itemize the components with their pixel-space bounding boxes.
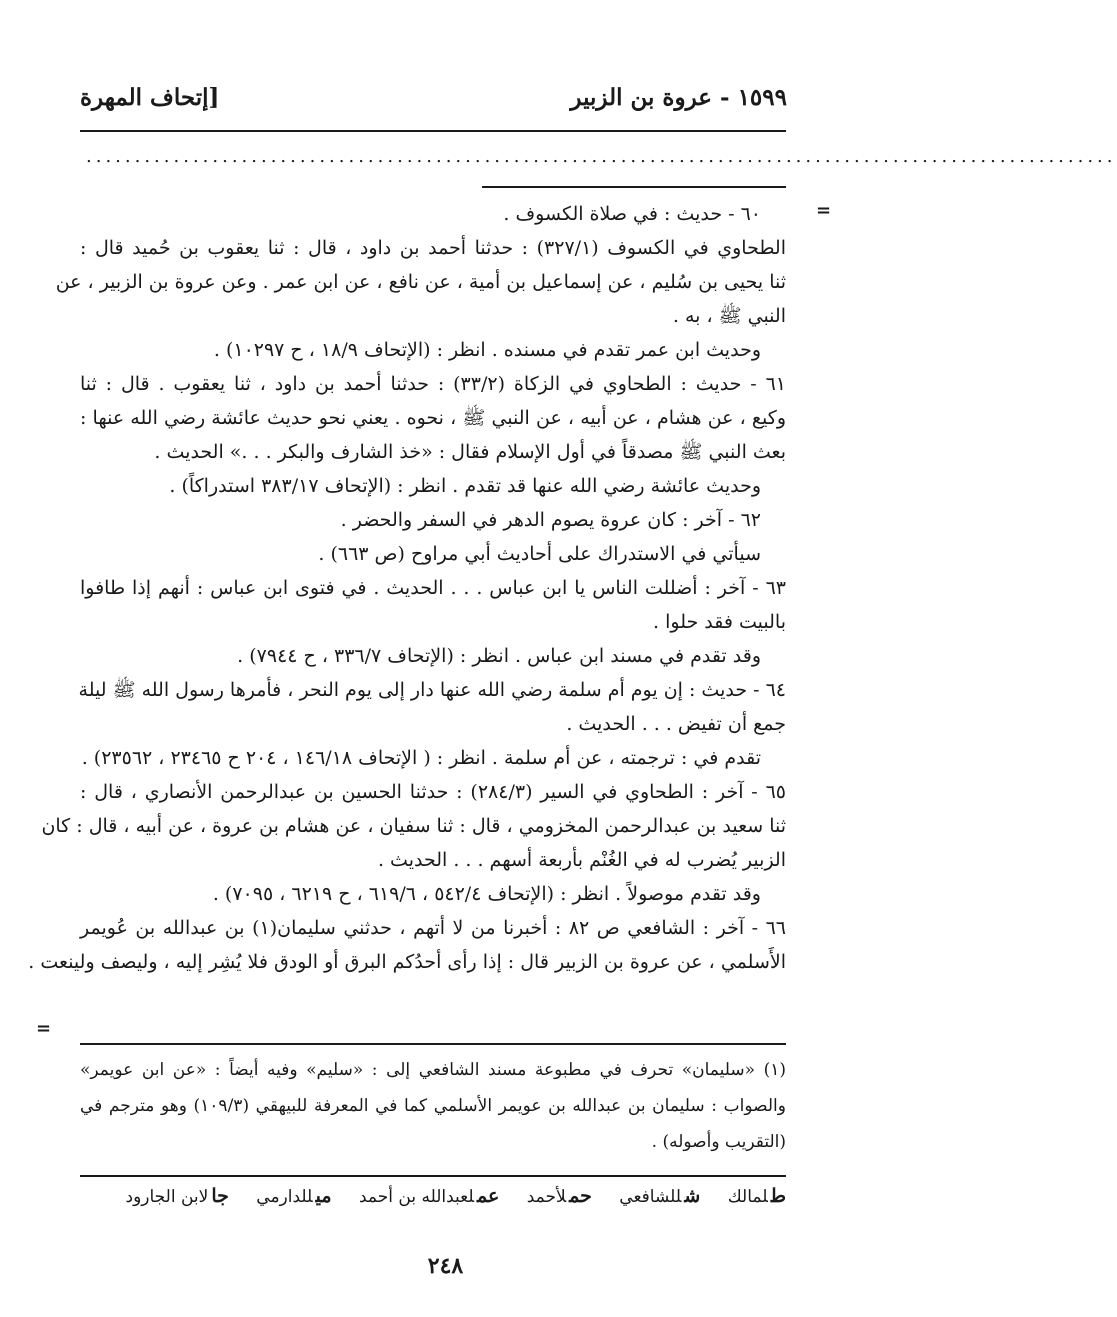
text-line: سيأتي في الاستدراك على أحاديث أبي مراوح (ص ٦٦٣) . (318, 543, 761, 565)
bottom-rule (80, 1175, 786, 1177)
text-line: ٦٤ - حديث : إن يوم أم سلمة رضي الله عنها دار إلى يوم النحر ، فأمرها رسول الله ﷺ ليلة (78, 679, 786, 701)
text-line: وحديث عائشة رضي الله عنها قد تقدم . انظر : (الإتحاف ٣٨٣/١٧ استدراكاً) . (169, 475, 761, 497)
abbreviation-label: لابن الجارود (125, 1187, 209, 1207)
text-line: وكيع ، عن هشام ، عن أبيه ، عن النبي ﷺ ، نحوه . يعني نحو حديث عائشة رضي الله عنها : (80, 407, 786, 429)
text-line: ٦٦ - آخر : الشافعي ص ٨٢ : أخبرنا من لا أتهم ، حدثني سليمان(١) بن عبدالله بن عُويمر (80, 917, 786, 939)
text-line: تقدم في : ترجمته ، عن أم سلمة . انظر : ( الإتحاف ١٤٦/١٨ ، ٢٠٤ ح ٢٣٤٦٥ ، ٢٣٥٦٢) . (81, 747, 761, 769)
abbreviation-item (256, 1187, 331, 1207)
abbreviation-item (359, 1187, 499, 1207)
text-line: الأَسلمي ، عن عروة بن الزبير قال : إذا رأى أحدُكم البرق أو الودق فلا يُشِر إليه ، وليصف ولينعت . (28, 951, 786, 973)
text-line: ٦٣ - آخر : أضللت الناس يا ابن عباس . . . الحديث . في فتوى ابن عباس : أنهم إذا طافوا (80, 577, 786, 599)
footnote-line: والصواب : سليمان بن عبدالله بن عويمر الأسلمي كما في المعرفة للبيهقي (١٠٩/٣) وهو مترجم في (80, 1096, 786, 1116)
text-line: الطحاوي في الكسوف (٣٢٧/١) : حدثنا أحمد بن داود ، قال : ثنا يعقوب بن حُميد قال : (80, 237, 787, 259)
abbreviation-label: لعبدالله بن أحمد (359, 1187, 474, 1207)
abbreviation-item (126, 1187, 229, 1207)
abbreviation-item (619, 1187, 700, 1207)
abbreviation-code: ش (684, 1185, 701, 1207)
text-line: ٦٥ - آخر : الطحاوي في السير (٢٨٤/٣) : حدثنا الحسين بن عبدالرحمن الأنصاري ، قال : (80, 781, 786, 803)
text-line: ثنا سعيد بن عبدالرحمن المخزومي ، قال : ثنا سفيان ، عن هشام بن عروة ، عن أبيه ، قال : كان (41, 815, 786, 837)
text-line: وقد تقدم موصولاً . انظر : (الإتحاف ٥٤٢/٤ ، ٦١٩/٦ ، ح ٦٢١٩ ، ٧٠٩٥) . (212, 883, 761, 905)
text-line: بالبيت فقد حلوا . (653, 611, 786, 633)
abbreviation-code: ط (770, 1185, 786, 1207)
margin-mark-bottom: = (36, 1018, 52, 1039)
text-line: ثنا يحيى بن سُليم ، عن إسماعيل بن أمية ، عن نافع ، عن ابن عمر . وعن عروة بن الزبير ، عن (55, 271, 786, 293)
text-line: بعث النبي ﷺ مصدقاً في أول الإسلام فقال : «خذ الشارف والبكر . . .» الحديث . (154, 441, 786, 463)
text-line: ٦٢ - آخر : كان عروة يصوم الدهر في السفر والحضر . (340, 509, 761, 531)
text-line: النبي ﷺ ، به . (672, 305, 786, 327)
footnote-line: (التقريب وأصوله) . (651, 1132, 786, 1152)
running-header-book: [إتحاف المهرة (80, 84, 220, 111)
abbreviation-label: لأحمد (526, 1187, 567, 1207)
header-rule (80, 130, 786, 132)
page-number: ٢٤٨ (427, 1253, 464, 1279)
abbreviation-code: مي (315, 1185, 332, 1207)
abbreviation-item (527, 1187, 592, 1207)
text-line: جمع أن تفيض . . . الحديث . (566, 713, 786, 735)
abbreviation-item (728, 1187, 786, 1207)
footnote-line: (١) «سليمان» تحرف في مطبوعة مسند الشافعي إلى : «سليم» وفيه أيضاً : «عن ابن عويمر» (80, 1060, 786, 1080)
abbreviation-label: لمالك (727, 1187, 768, 1207)
continuation-dots: .......................................................................................................... (86, 146, 1117, 167)
abbreviation-code: حم (569, 1185, 592, 1207)
abbreviation-label: للشافعي (619, 1187, 682, 1207)
abbreviation-code: جا (211, 1185, 229, 1207)
abbreviation-code: عم (477, 1185, 500, 1207)
abbreviations-key (104, 1185, 787, 1207)
text-line: ٦١ - حديث : الطحاوي في الزكاة (٣٣/٢) : حدثنا أحمد بن داود ، ثنا يعقوب . قال : ثنا (80, 373, 787, 395)
text-line: وقد تقدم في مسند ابن عباس . انظر : (الإتحاف ٣٣٦/٧ ، ح ٧٩٤٤) . (237, 645, 761, 667)
running-header-entry: ١٥٩٩ - عروة بن الزبير (570, 84, 787, 111)
margin-mark-top: = (816, 200, 832, 221)
text-line: وحديث ابن عمر تقدم في مسنده . انظر : (الإتحاف ١٨/٩ ، ح ١٠٢٩٧) . (213, 339, 761, 361)
footnote-rule (80, 1043, 786, 1045)
abbreviation-label: للدارمي (256, 1187, 313, 1207)
section-rule (482, 186, 786, 188)
text-line: ٦٠ - حديث : في صلاة الكسوف . (503, 203, 761, 225)
text-line: الزبير يُضرب له في الغُنْم بأربعة أسهم . . . الحديث . (377, 849, 786, 871)
